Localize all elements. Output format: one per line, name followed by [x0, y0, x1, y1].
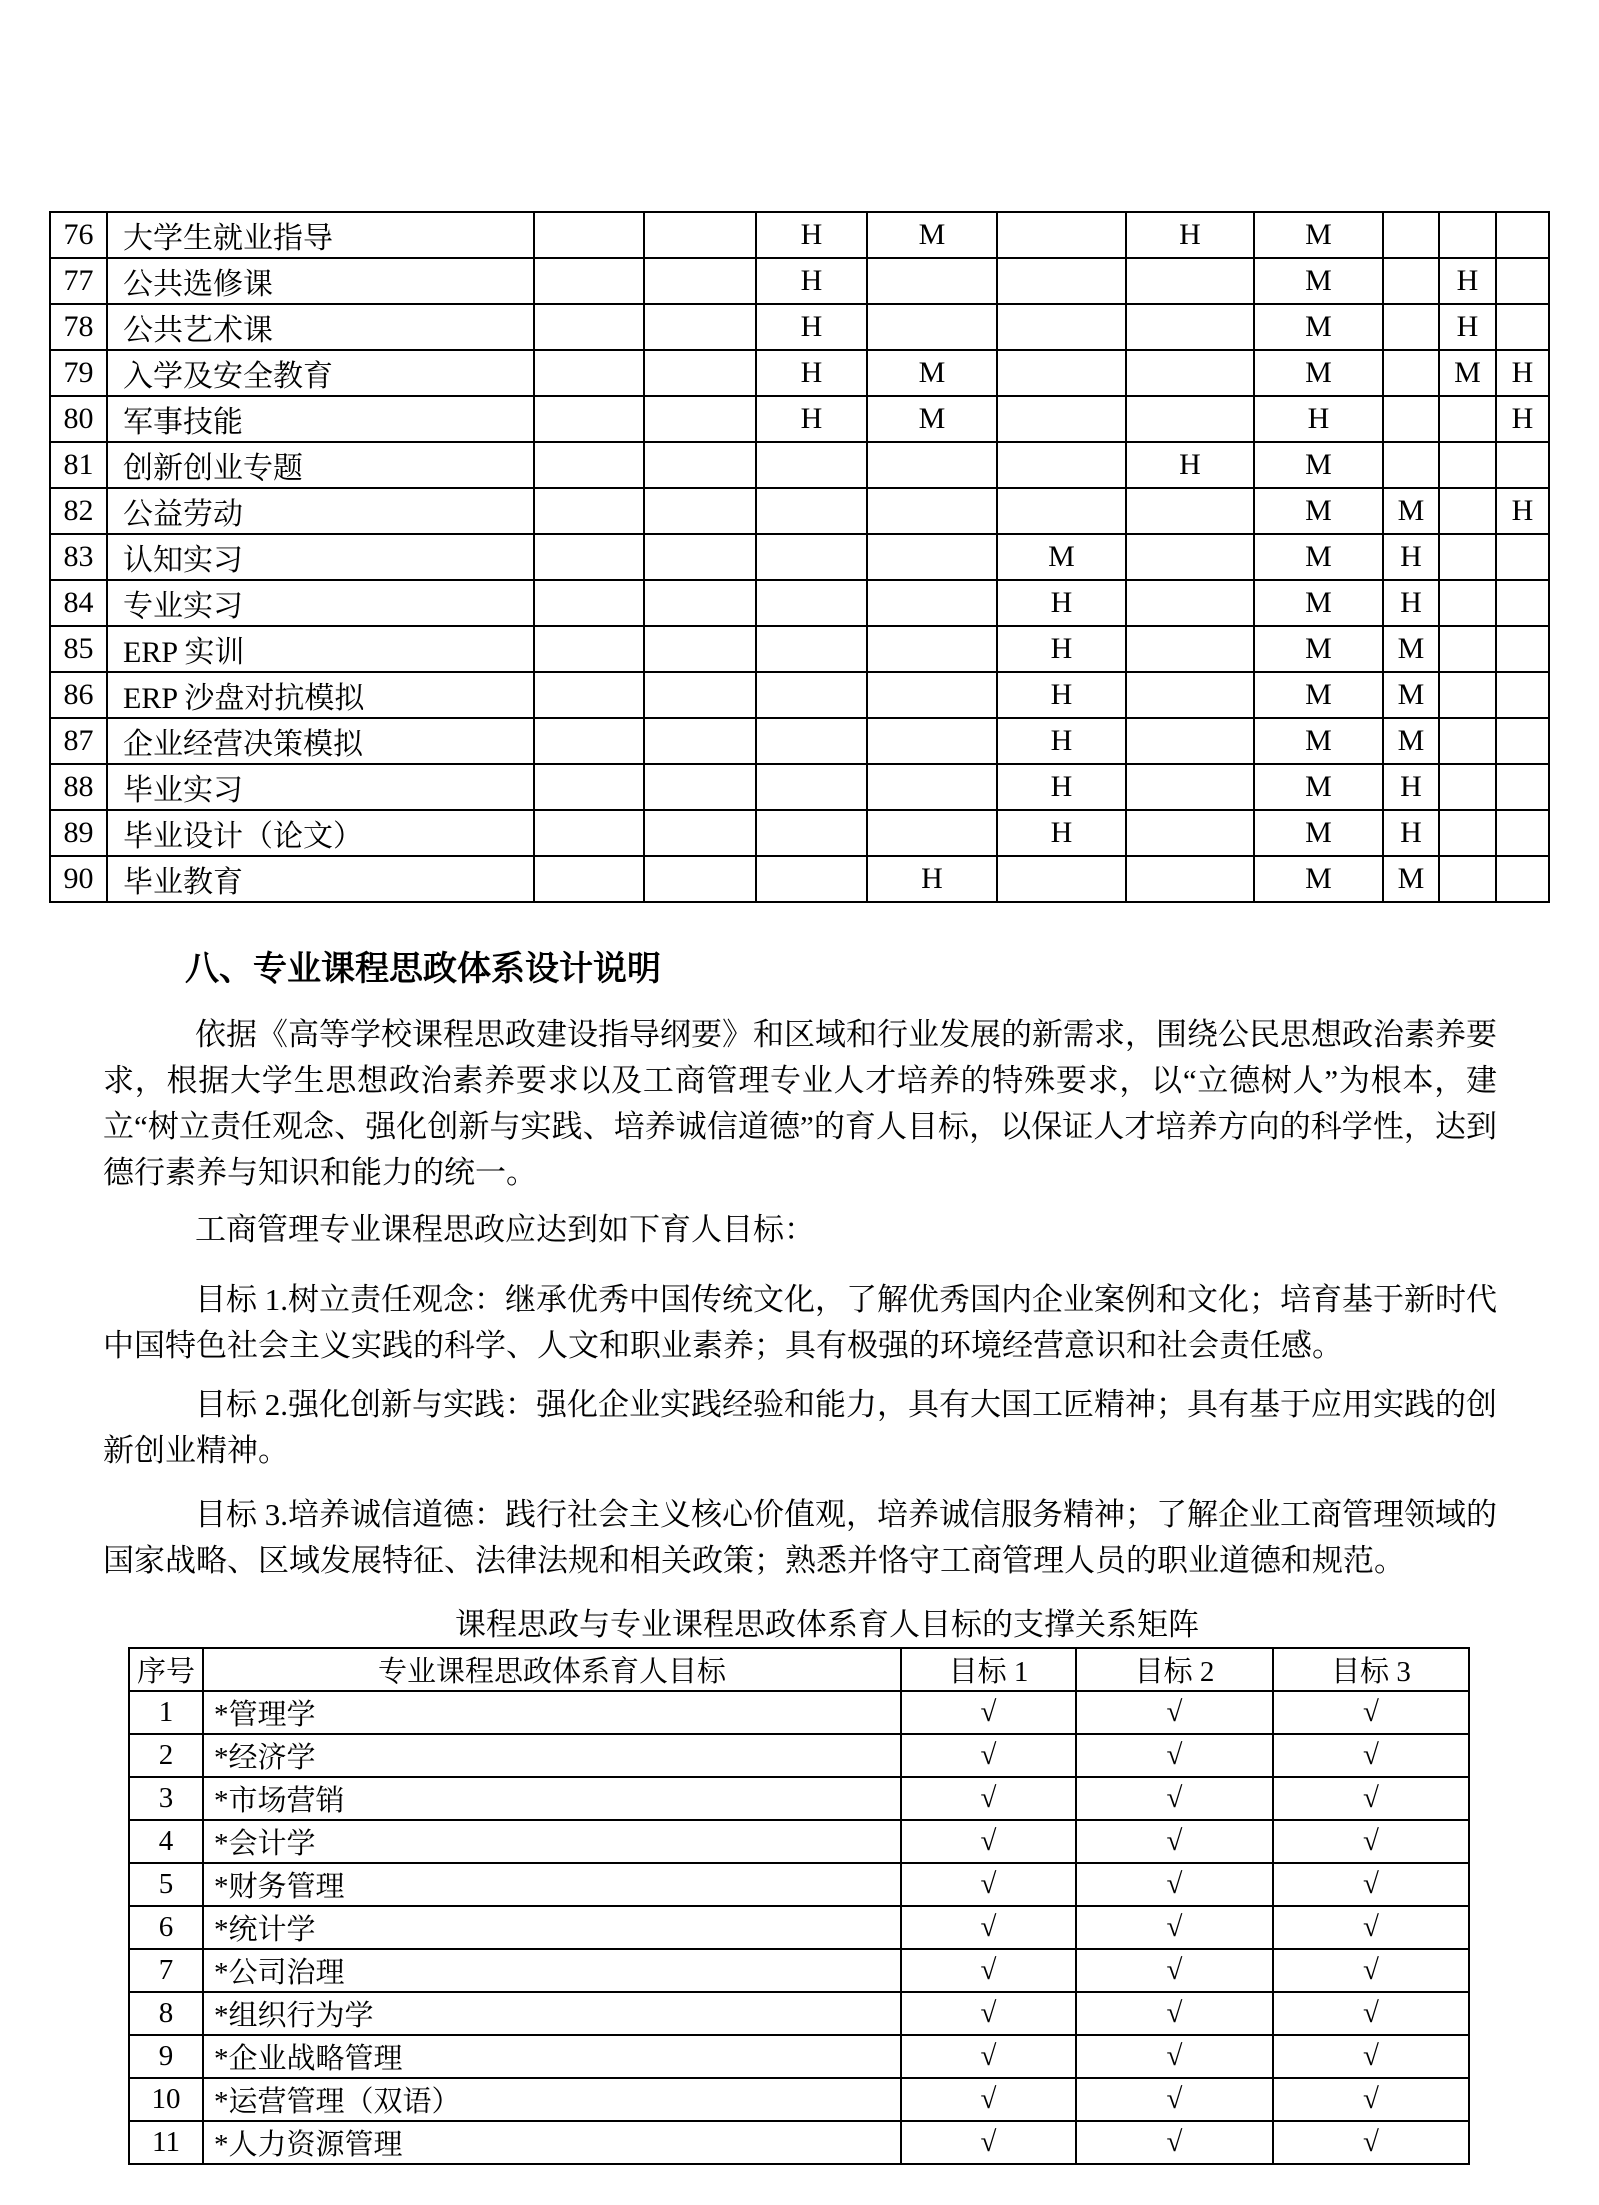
support-level-cell: H — [1126, 212, 1254, 258]
course-matrix-row — [50, 764, 1549, 810]
section-heading: 八、专业课程思政体系设计说明 — [185, 951, 661, 988]
support-level-cell: H — [997, 626, 1126, 672]
checkmark-cell: √ — [1273, 2035, 1469, 2078]
support-level-cell — [644, 304, 756, 350]
course-number: 78 — [50, 304, 107, 350]
support-level-cell — [534, 212, 644, 258]
support-level-cell — [997, 212, 1126, 258]
support-level-cell — [1496, 626, 1549, 672]
course-number: 77 — [50, 258, 107, 304]
support-level-cell: H — [1439, 304, 1496, 350]
support-level-cell: M — [1254, 856, 1383, 902]
support-level-cell — [1496, 810, 1549, 856]
support-level-cell — [756, 718, 867, 764]
support-level-cell — [1439, 718, 1496, 764]
course-number: 80 — [50, 396, 107, 442]
support-level-cell: H — [1383, 580, 1439, 626]
support-level-cell — [1496, 212, 1549, 258]
support-level-cell: M — [867, 396, 997, 442]
checkmark-cell: √ — [901, 2035, 1076, 2078]
support-level-cell — [644, 350, 756, 396]
course-number: 83 — [50, 534, 107, 580]
support-level-cell — [756, 626, 867, 672]
support-matrix-header-row — [129, 1648, 1469, 1691]
course-goal-name: *管理学 — [203, 1691, 901, 1734]
support-level-cell — [534, 810, 644, 856]
support-level-cell — [1439, 212, 1496, 258]
course-number: 79 — [50, 350, 107, 396]
support-level-cell: M — [1254, 304, 1383, 350]
support-matrix-row — [129, 1820, 1469, 1863]
support-level-cell — [867, 810, 997, 856]
support-level-cell — [997, 304, 1126, 350]
support-level-cell — [1496, 258, 1549, 304]
support-level-cell — [644, 810, 756, 856]
support-matrix-row — [129, 2035, 1469, 2078]
support-level-cell: H — [1126, 442, 1254, 488]
support-matrix-row — [129, 1734, 1469, 1777]
support-level-cell: M — [867, 212, 997, 258]
course-matrix-row — [50, 212, 1549, 258]
support-level-cell — [1439, 580, 1496, 626]
support-level-cell — [1496, 534, 1549, 580]
checkmark-cell: √ — [1273, 1906, 1469, 1949]
support-level-cell: M — [1383, 626, 1439, 672]
course-name: 大学生就业指导 — [107, 212, 534, 258]
course-goal-name: *组织行为学 — [203, 1992, 901, 2035]
support-level-cell: M — [1254, 764, 1383, 810]
checkmark-cell: √ — [901, 1734, 1076, 1777]
support-level-cell — [644, 626, 756, 672]
support-level-cell: H — [1254, 396, 1383, 442]
support-matrix-row — [129, 2078, 1469, 2121]
support-level-cell — [756, 856, 867, 902]
course-goal-name: *统计学 — [203, 1906, 901, 1949]
support-level-cell — [1496, 442, 1549, 488]
support-level-cell — [1126, 396, 1254, 442]
support-level-cell — [1439, 626, 1496, 672]
support-level-cell — [756, 672, 867, 718]
header-goal-1: 目标 1 — [901, 1648, 1076, 1691]
checkmark-cell: √ — [901, 2121, 1076, 2164]
checkmark-cell: √ — [1076, 1820, 1273, 1863]
support-level-cell — [867, 672, 997, 718]
support-level-cell — [1496, 304, 1549, 350]
support-level-cell: H — [1496, 350, 1549, 396]
support-level-cell — [644, 396, 756, 442]
checkmark-cell: √ — [901, 1992, 1076, 2035]
support-level-cell: M — [1383, 718, 1439, 764]
row-number: 10 — [129, 2078, 203, 2121]
support-level-cell — [1383, 350, 1439, 396]
paragraph-goals-lead: 工商管理专业课程思政应达到如下育人目标： — [195, 1212, 815, 1247]
support-level-cell — [1126, 626, 1254, 672]
row-number: 9 — [129, 2035, 203, 2078]
support-level-cell — [1439, 534, 1496, 580]
support-level-cell — [867, 442, 997, 488]
support-level-cell — [867, 718, 997, 764]
support-level-cell — [534, 258, 644, 304]
course-number: 84 — [50, 580, 107, 626]
support-level-cell — [1126, 534, 1254, 580]
course-name: 认知实习 — [107, 534, 534, 580]
course-number: 85 — [50, 626, 107, 672]
support-level-cell — [1439, 810, 1496, 856]
support-level-cell — [1126, 258, 1254, 304]
row-number: 5 — [129, 1863, 203, 1906]
support-level-cell — [644, 534, 756, 580]
support-level-cell — [534, 488, 644, 534]
support-level-cell — [534, 396, 644, 442]
support-level-cell — [644, 856, 756, 902]
support-level-cell — [1383, 442, 1439, 488]
support-level-cell: H — [997, 718, 1126, 764]
checkmark-cell: √ — [901, 1906, 1076, 1949]
support-level-cell — [867, 534, 997, 580]
course-matrix-row — [50, 856, 1549, 902]
support-level-cell — [1496, 856, 1549, 902]
checkmark-cell: √ — [901, 2078, 1076, 2121]
row-number: 3 — [129, 1777, 203, 1820]
support-level-cell — [1496, 580, 1549, 626]
support-level-cell — [997, 258, 1126, 304]
header-goal-3: 目标 3 — [1273, 1648, 1469, 1691]
header-course-goal-title: 专业课程思政体系育人目标 — [203, 1648, 901, 1691]
support-level-cell — [644, 488, 756, 534]
support-matrix-row — [129, 1992, 1469, 2035]
course-number: 82 — [50, 488, 107, 534]
support-level-cell: H — [997, 810, 1126, 856]
header-no: 序号 — [129, 1648, 203, 1691]
checkmark-cell: √ — [901, 1949, 1076, 1992]
support-level-cell — [534, 672, 644, 718]
support-level-cell: M — [1254, 580, 1383, 626]
support-level-cell — [1126, 856, 1254, 902]
support-level-cell: M — [1254, 672, 1383, 718]
support-level-cell — [644, 764, 756, 810]
support-level-cell — [1383, 212, 1439, 258]
course-matrix-row — [50, 718, 1549, 764]
support-matrix-row — [129, 1777, 1469, 1820]
course-name: ERP 沙盘对抗模拟 — [107, 672, 534, 718]
course-matrix-row — [50, 810, 1549, 856]
checkmark-cell: √ — [1273, 1820, 1469, 1863]
support-level-cell — [1383, 304, 1439, 350]
support-level-cell — [1126, 488, 1254, 534]
checkmark-cell: √ — [1273, 1691, 1469, 1734]
checkmark-cell: √ — [901, 1820, 1076, 1863]
course-goal-name: *会计学 — [203, 1820, 901, 1863]
support-level-cell — [867, 258, 997, 304]
support-level-cell: H — [1383, 764, 1439, 810]
course-goal-name: *运营管理（双语） — [203, 2078, 901, 2121]
checkmark-cell: √ — [1273, 1992, 1469, 2035]
support-level-cell — [644, 580, 756, 626]
checkmark-cell: √ — [1273, 1734, 1469, 1777]
course-name: 军事技能 — [107, 396, 534, 442]
course-matrix-row — [50, 396, 1549, 442]
course-matrix-row — [50, 626, 1549, 672]
support-level-cell — [534, 764, 644, 810]
checkmark-cell: √ — [1076, 1777, 1273, 1820]
course-number: 81 — [50, 442, 107, 488]
course-name: 入学及安全教育 — [107, 350, 534, 396]
course-matrix-row — [50, 350, 1549, 396]
support-level-cell: M — [1254, 442, 1383, 488]
course-name: 创新创业专题 — [107, 442, 534, 488]
support-level-cell — [756, 764, 867, 810]
support-level-cell — [644, 672, 756, 718]
support-level-cell: M — [1254, 488, 1383, 534]
row-number: 4 — [129, 1820, 203, 1863]
course-name: 公共艺术课 — [107, 304, 534, 350]
course-name: 公益劳动 — [107, 488, 534, 534]
support-level-cell: M — [1383, 488, 1439, 534]
support-level-cell — [1496, 672, 1549, 718]
course-name: 毕业教育 — [107, 856, 534, 902]
support-level-cell — [534, 856, 644, 902]
support-level-cell — [534, 534, 644, 580]
support-level-cell — [644, 442, 756, 488]
support-level-cell — [997, 350, 1126, 396]
support-level-cell — [1126, 810, 1254, 856]
support-level-cell: H — [997, 764, 1126, 810]
support-level-cell — [1439, 672, 1496, 718]
support-level-cell — [644, 718, 756, 764]
support-level-cell — [756, 488, 867, 534]
support-level-cell — [1439, 396, 1496, 442]
row-number: 7 — [129, 1949, 203, 1992]
course-number: 86 — [50, 672, 107, 718]
support-matrix-body — [129, 1648, 1469, 2164]
row-number: 11 — [129, 2121, 203, 2164]
course-matrix-table — [49, 211, 1550, 903]
checkmark-cell: √ — [901, 1691, 1076, 1734]
checkmark-cell: √ — [1273, 1863, 1469, 1906]
support-level-cell: H — [997, 672, 1126, 718]
checkmark-cell: √ — [1076, 1906, 1273, 1949]
support-matrix-row — [129, 1863, 1469, 1906]
support-level-cell — [867, 488, 997, 534]
support-level-cell — [997, 396, 1126, 442]
paragraph-goal-3: 目标 3.培养诚信道德：践行社会主义核心价值观，培养诚信服务精神；了解企业工商管理领域的国家战略、区域发展特征、法律法规和相关政策；熟悉并恪守工商管理人员的职业道德和规范。 — [103, 1497, 1497, 1578]
checkmark-cell: √ — [1076, 1734, 1273, 1777]
support-level-cell — [1496, 718, 1549, 764]
support-level-cell — [534, 580, 644, 626]
course-matrix-row — [50, 580, 1549, 626]
support-level-cell: H — [756, 350, 867, 396]
support-level-cell: M — [867, 350, 997, 396]
checkmark-cell: √ — [1076, 1949, 1273, 1992]
support-matrix-row — [129, 2121, 1469, 2164]
checkmark-cell: √ — [1273, 2078, 1469, 2121]
support-level-cell: M — [1439, 350, 1496, 396]
support-level-cell — [756, 442, 867, 488]
support-level-cell — [1126, 764, 1254, 810]
paragraph-goal-1: 目标 1.树立责任观念：继承优秀中国传统文化，了解优秀国内企业案例和文化；培育基于新时代中国特色社会主义实践的科学、人文和职业素养；具有极强的环境经营意识和社会责任感。 — [103, 1282, 1497, 1363]
checkmark-cell: √ — [1076, 2121, 1273, 2164]
course-matrix-body — [50, 212, 1549, 902]
checkmark-cell: √ — [1076, 2078, 1273, 2121]
course-number: 87 — [50, 718, 107, 764]
support-level-cell — [1439, 856, 1496, 902]
support-level-cell — [867, 764, 997, 810]
support-level-cell — [534, 304, 644, 350]
support-level-cell: H — [1383, 810, 1439, 856]
support-level-cell — [1126, 350, 1254, 396]
support-level-cell: M — [997, 534, 1126, 580]
course-number: 90 — [50, 856, 107, 902]
support-level-cell — [997, 488, 1126, 534]
checkmark-cell: √ — [1076, 1863, 1273, 1906]
support-matrix-caption: 课程思政与专业课程思政体系育人目标的支撑关系矩阵 — [455, 1607, 1199, 1642]
course-name: 企业经营决策模拟 — [107, 718, 534, 764]
checkmark-cell: √ — [1076, 1992, 1273, 2035]
support-level-cell — [1126, 718, 1254, 764]
support-level-cell: H — [1439, 258, 1496, 304]
support-matrix-row — [129, 1691, 1469, 1734]
course-matrix-row — [50, 488, 1549, 534]
course-goal-name: *人力资源管理 — [203, 2121, 901, 2164]
course-goal-name: *公司治理 — [203, 1949, 901, 1992]
support-level-cell — [1439, 764, 1496, 810]
header-goal-2: 目标 2 — [1076, 1648, 1273, 1691]
support-level-cell — [756, 580, 867, 626]
paragraph-intro: 依据《高等学校课程思政建设指导纲要》和区域和行业发展的新需求，围绕公民思想政治素养要求，根据大学生思想政治素养要求以及工商管理专业人才培养的特殊要求，以“立德树人”为根本，建立“树立责任观念、强化创新与实践、培养诚信道德”的育人目标，以保证人才培养方向的科学性，达到德行素养与知识和能力的统一。 — [103, 1017, 1497, 1190]
course-number: 88 — [50, 764, 107, 810]
support-level-cell: M — [1383, 672, 1439, 718]
support-matrix-table — [128, 1647, 1470, 2165]
course-matrix-row — [50, 442, 1549, 488]
support-level-cell — [867, 304, 997, 350]
row-number: 6 — [129, 1906, 203, 1949]
course-name: 毕业实习 — [107, 764, 534, 810]
course-matrix-row — [50, 534, 1549, 580]
support-level-cell: M — [1254, 810, 1383, 856]
support-level-cell — [1383, 258, 1439, 304]
support-level-cell — [534, 718, 644, 764]
row-number: 8 — [129, 1992, 203, 2035]
support-level-cell: H — [997, 580, 1126, 626]
support-level-cell — [1496, 764, 1549, 810]
support-level-cell: H — [1496, 488, 1549, 534]
support-level-cell: H — [756, 258, 867, 304]
support-level-cell — [1126, 304, 1254, 350]
checkmark-cell: √ — [1273, 1777, 1469, 1820]
course-name: 专业实习 — [107, 580, 534, 626]
course-number: 76 — [50, 212, 107, 258]
support-matrix-row — [129, 1949, 1469, 1992]
support-level-cell — [756, 534, 867, 580]
row-number: 1 — [129, 1691, 203, 1734]
support-level-cell: M — [1254, 626, 1383, 672]
checkmark-cell: √ — [1076, 2035, 1273, 2078]
row-number: 2 — [129, 1734, 203, 1777]
support-level-cell: H — [756, 212, 867, 258]
support-level-cell: M — [1254, 534, 1383, 580]
support-level-cell — [1383, 396, 1439, 442]
support-level-cell — [756, 810, 867, 856]
course-goal-name: *市场营销 — [203, 1777, 901, 1820]
support-matrix-row — [129, 1906, 1469, 1949]
support-level-cell — [644, 258, 756, 304]
course-goal-name: *经济学 — [203, 1734, 901, 1777]
support-level-cell: H — [1496, 396, 1549, 442]
support-level-cell — [1126, 580, 1254, 626]
checkmark-cell: √ — [1273, 1949, 1469, 1992]
support-level-cell: H — [756, 396, 867, 442]
support-level-cell — [867, 626, 997, 672]
support-level-cell — [867, 580, 997, 626]
support-level-cell: H — [1383, 534, 1439, 580]
course-goal-name: *财务管理 — [203, 1863, 901, 1906]
course-name: 毕业设计（论文） — [107, 810, 534, 856]
support-level-cell — [644, 212, 756, 258]
support-level-cell — [1439, 442, 1496, 488]
checkmark-cell: √ — [901, 1863, 1076, 1906]
checkmark-cell: √ — [901, 1777, 1076, 1820]
checkmark-cell: √ — [1273, 2121, 1469, 2164]
support-level-cell — [534, 626, 644, 672]
support-level-cell: M — [1254, 258, 1383, 304]
course-name: 公共选修课 — [107, 258, 534, 304]
course-matrix-row — [50, 258, 1549, 304]
support-level-cell: M — [1254, 718, 1383, 764]
checkmark-cell: √ — [1076, 1691, 1273, 1734]
support-level-cell — [997, 856, 1126, 902]
support-level-cell: M — [1254, 212, 1383, 258]
support-level-cell — [534, 442, 644, 488]
support-level-cell — [534, 350, 644, 396]
paragraph-goal-2: 目标 2.强化创新与实践：强化企业实践经验和能力，具有大国工匠精神；具有基于应用实践的创新创业精神。 — [103, 1387, 1497, 1468]
support-level-cell — [997, 442, 1126, 488]
support-level-cell: H — [867, 856, 997, 902]
support-level-cell: M — [1254, 350, 1383, 396]
course-name: ERP 实训 — [107, 626, 534, 672]
support-level-cell: H — [756, 304, 867, 350]
course-goal-name: *企业战略管理 — [203, 2035, 901, 2078]
course-matrix-row — [50, 304, 1549, 350]
support-level-cell — [1126, 672, 1254, 718]
support-level-cell — [1439, 488, 1496, 534]
course-number: 89 — [50, 810, 107, 856]
support-level-cell: M — [1383, 856, 1439, 902]
course-matrix-row — [50, 672, 1549, 718]
